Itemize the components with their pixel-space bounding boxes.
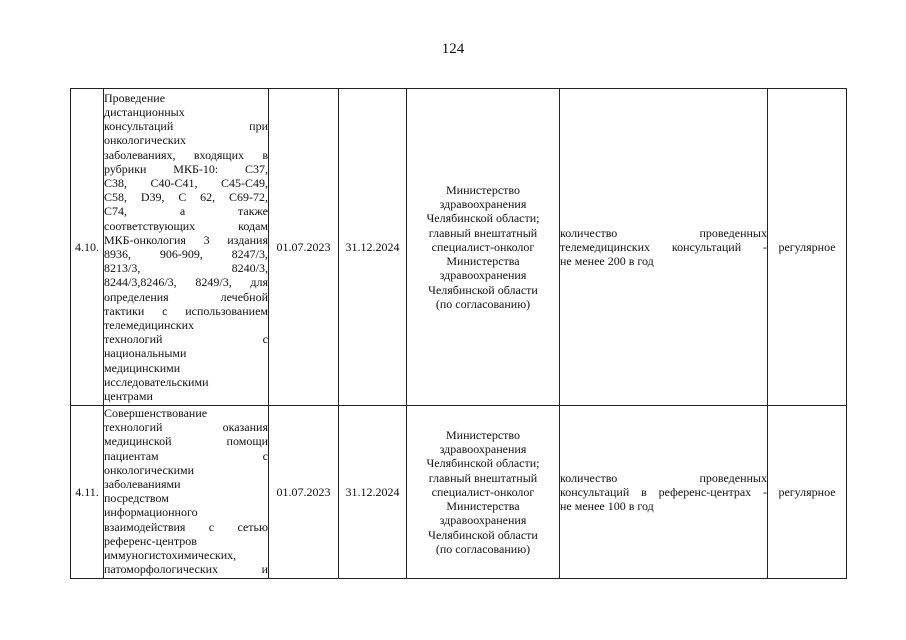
description-line: заболеваниях, входящих в (104, 147, 268, 162)
responsible-line: специалист-онколог (431, 239, 535, 254)
measure-description (104, 89, 269, 406)
start-date: 01.07.2023 (269, 406, 339, 579)
responsible-line: (по согласованию) (435, 541, 531, 556)
measure-description (104, 406, 269, 579)
responsible-line: Челябинской области (428, 527, 538, 542)
description-line: патоморфологических и (104, 562, 268, 577)
description-line: телемедицинских (104, 318, 195, 333)
indicator-line: телемедицинских консультаций - (560, 239, 767, 254)
responsible-line: главный внештатный (428, 470, 538, 485)
indicator-line: не менее 100 в год (560, 499, 654, 514)
description-line: технологий оказания (104, 420, 268, 435)
description-line: взаимодействия с сетью (104, 519, 268, 534)
description-line: С74, а также (104, 204, 268, 219)
indicator-line: не менее 200 в год (560, 254, 654, 269)
description-line: иммуногистохимических, (104, 548, 237, 563)
table-row (71, 89, 847, 406)
table-row (71, 406, 847, 579)
end-date: 31.12.2024 (339, 89, 407, 406)
description-line: онкологических (104, 133, 187, 148)
description-line: референс-центров (104, 533, 197, 548)
responsible-line: (по согласованию) (435, 296, 531, 311)
responsible-line: Министерства (446, 254, 520, 269)
description-line: медицинскими (104, 360, 181, 375)
row-number: 4.10. (71, 89, 104, 406)
page-number: 124 (441, 41, 465, 57)
responsible-line: здравоохранения (439, 268, 527, 283)
responsible-line: Министерство (446, 183, 520, 198)
description-line: пациентам с (104, 448, 268, 463)
responsible-line: Министерства (446, 499, 520, 514)
description-line: 8244/3,8246/3, 8249/3, для (104, 275, 268, 290)
description-line: исследовательскими (104, 374, 209, 389)
description-line: 8213/3, 8240/3, (104, 261, 268, 276)
responsible-line: здравоохранения (439, 442, 527, 457)
responsible-line: здравоохранения (439, 513, 527, 528)
responsible-executor (407, 89, 560, 406)
indicator-line: количество проведенных (560, 470, 767, 485)
description-line: определения лечебной (104, 289, 268, 304)
responsible-line: специалист-онколог (431, 484, 535, 499)
responsible-line: здравоохранения (439, 197, 527, 212)
description-line: информационного (104, 505, 198, 520)
responsible-line: главный внештатный (428, 225, 538, 240)
description-line: соответствующих кодам (104, 218, 268, 233)
responsible-line: Челябинской области (428, 282, 538, 297)
responsible-executor (407, 406, 560, 579)
responsible-line: Министерство (446, 428, 520, 443)
indicator-line: консультаций в референс-центрах - (560, 484, 767, 499)
description-line: медицинской помощи (104, 434, 268, 449)
description-line: МКБ-онкология 3 издания (104, 232, 268, 247)
description-line: дистанционных (104, 104, 185, 119)
measures-table (70, 88, 847, 579)
indicator-line: количество проведенных (560, 225, 767, 240)
target-indicator (560, 406, 768, 579)
description-line: 8936, 906-909, 8247/3, (104, 247, 268, 261)
responsible-line: Челябинской области; (426, 211, 540, 226)
description-line: заболеваниями (104, 477, 181, 492)
description-line: национальными (104, 346, 187, 361)
description-line: тактики с использованием (104, 303, 268, 318)
description-line: онкологическими (104, 462, 195, 477)
end-date: 31.12.2024 (339, 406, 407, 579)
target-indicator (560, 89, 768, 406)
description-line: технологий с (104, 332, 268, 347)
start-date: 01.07.2023 (269, 89, 339, 406)
description-line: центрами (104, 389, 153, 404)
description-line: рубрики МКБ-10: С37, (104, 161, 268, 176)
description-line: консультаций при (104, 119, 268, 134)
periodicity: регулярное (768, 89, 847, 406)
description-line: Совершенствование (104, 406, 208, 420)
responsible-line: Челябинской области; (426, 456, 540, 471)
description-line: посредством (104, 491, 169, 506)
periodicity: регулярное (768, 406, 847, 579)
description-line: С38, С40-С41, С45-С49, (104, 175, 268, 190)
description-line: Проведение (104, 90, 166, 105)
description-line: С58, D39, С 62, С69-72, (104, 190, 268, 205)
row-number: 4.11. (71, 406, 104, 579)
